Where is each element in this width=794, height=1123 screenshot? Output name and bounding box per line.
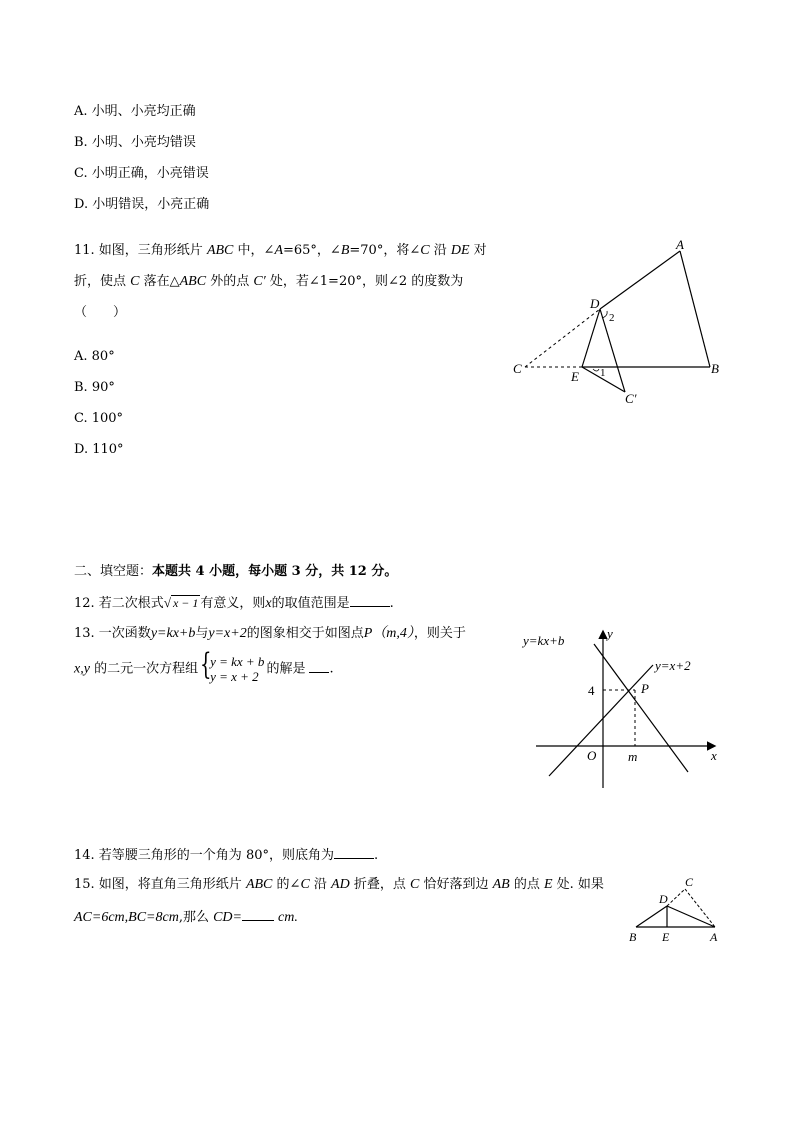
q15-triangle-figure — [624, 868, 728, 946]
q13-graph-figure — [518, 622, 728, 792]
q15-label-a: A — [710, 930, 718, 944]
q13-answer-blank[interactable] — [309, 660, 329, 673]
x-axis-label: x — [711, 748, 717, 763]
q15-label-d: D — [659, 892, 668, 906]
q15-stem-line1: 15. 如图，将直角三角形纸片 ABC 的∠C 沿 AD 折叠，点 C 恰好落到边 AB 的点 E 处. 如果 — [74, 877, 604, 892]
origin-label: O — [587, 748, 597, 763]
label-x-plus-2: y=x+2 — [655, 658, 691, 673]
q11-label-d: D — [590, 296, 600, 311]
q11-option-c: C. 100° — [74, 411, 124, 426]
equation-system: { y = kx + b y = x + 2 — [200, 647, 265, 684]
q11-label-angle2: 2 — [609, 312, 615, 324]
section2-header: 二、填空题：本题共 4 小题，每小题 3 分，共 12 分。 — [74, 564, 398, 579]
q15-answer-blank[interactable] — [242, 908, 274, 921]
q15-label-b: B — [629, 930, 637, 944]
m-label: m — [628, 749, 638, 764]
q15-label-e: E — [662, 930, 670, 944]
q11-stem-line1: 11. 如图，三角形纸片 ABC 中，∠A=65°，∠B=70°，将∠C 沿 DE 对 — [74, 243, 487, 258]
q12-answer-blank[interactable] — [350, 594, 390, 607]
q11-option-a: A. 80° — [74, 349, 115, 364]
q11-option-d: D. 110° — [74, 442, 124, 457]
q11-label-c: C — [513, 361, 522, 376]
q14-stem: 14. 若等腰三角形的一个角为 80°，则底角为 . — [74, 848, 379, 863]
q11-answer-paren: （ ） — [74, 305, 127, 320]
q11-label-c-prime: C′ — [625, 391, 637, 406]
q11-label-a: A — [676, 237, 684, 252]
four-label: 4 — [588, 683, 595, 698]
sqrt-expression: √ x − 1 — [163, 595, 199, 610]
q11-label-angle1: 1 — [600, 367, 606, 379]
q12-stem: 12. 若二次根式√ x − 1 有意义，则x的取值范围是 . — [74, 595, 394, 611]
label-kxb: y=kx+b — [523, 633, 565, 648]
q10-option-b: B. 小明、小亮均错误 — [74, 135, 196, 150]
q15-stem-line2: AC=6cm,BC=8cm,那么 CD= cm. — [74, 910, 298, 925]
q13-stem-line2: x,y 的二元一次方程组 { y = kx + b y = x + 2 的解是 . — [74, 647, 334, 684]
q11-option-b: B. 90° — [74, 380, 115, 395]
q10-option-a: A. 小明、小亮均正确 — [74, 104, 196, 119]
q15-label-c: C — [685, 875, 694, 889]
q13-stem-line1: 13. 一次函数y=kx+b与y=x+2的图象相交于如图点P（m,4），则关于 — [74, 626, 466, 641]
q10-option-d: D. 小明错误，小亮正确 — [74, 197, 210, 212]
y-axis-label: y — [607, 626, 613, 641]
q10-option-c: C. 小明正确，小亮错误 — [74, 166, 209, 181]
q11-label-e: E — [571, 369, 579, 384]
q11-triangle-figure — [505, 235, 735, 410]
p-label: P — [641, 681, 649, 696]
q11-stem-line2: 折，使点 C 落在△ABC 外的点 C′ 处，若∠1=20°，则∠2 的度数为 — [74, 274, 464, 289]
q14-answer-blank[interactable] — [334, 846, 374, 859]
q11-label-b: B — [711, 361, 719, 376]
